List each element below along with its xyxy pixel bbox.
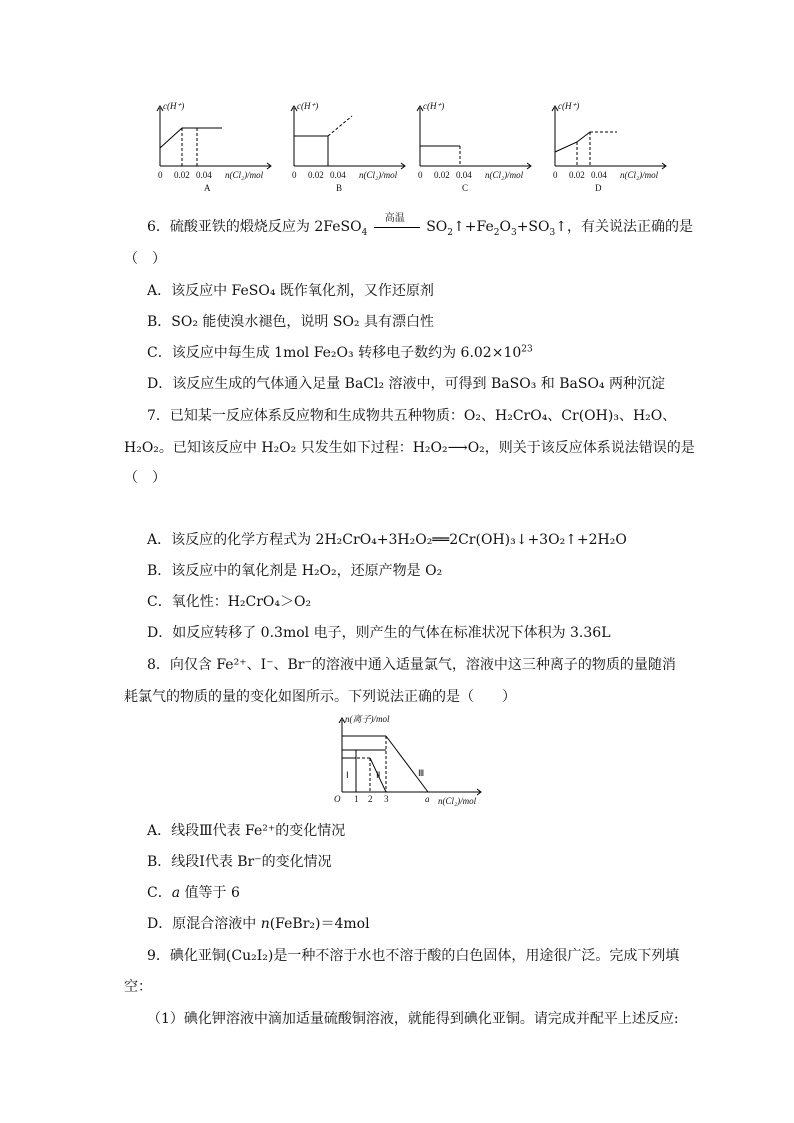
q9-line2: 空： <box>124 979 152 995</box>
high-temp-condition: 高温 <box>372 218 422 236</box>
q8-option-b: B．线段Ⅰ代表 Br⁻的变化情况 <box>147 854 332 870</box>
q7-option-a: A．该反应的化学方程式为 2H₂CrO₄+3H₂O₂══2Cr(OH)₃↓+3O₂↑+2H₂O <box>147 532 627 548</box>
graph-d-tick-0: 0 <box>553 170 558 180</box>
q6-option-a: A．该反应中 FeSO₄ 既作氧化剂，又作还原剂 <box>147 283 434 299</box>
q6-option-c: C．该反应中每生成 1mol Fe₂O₃ 转移电子数约为 $6.02\times 10^{23}$ <box>147 344 533 361</box>
q7-option-c: C．氧化性：H₂CrO₄＞O₂ <box>147 594 312 610</box>
graph-c-ylabel: c(H⁺) <box>423 101 445 111</box>
q8-xlabel: n(Cl₂)/mol <box>438 796 477 806</box>
graph-c-tick-0: 0 <box>418 170 423 180</box>
graph-b-ylabel: c(H⁺) <box>297 101 319 111</box>
graph-d-ylabel: c(H⁺) <box>558 101 580 111</box>
q8-option-c: C．a 值等于 6 <box>147 885 240 901</box>
graph-c <box>410 98 540 198</box>
q6-stem: 6．硫酸亚铁的煅烧反应为 2FeSO$_4$ 高温 $SO_2↑+Fe_2O_3+SO_3↑$，有关说法正确的是 <box>147 213 693 238</box>
graph-a-xlabel: n(Cl₂)/mol <box>225 170 264 180</box>
graph-b-tick-1: 0.02 <box>308 170 324 180</box>
graph-d-tick-1: 0.02 <box>569 170 585 180</box>
graph-b-xlabel: n(Cl₂)/mol <box>359 170 398 180</box>
graph-b <box>284 98 414 198</box>
q9-line3: （1）碘化钾溶液中滴加适量硫酸铜溶液，就能得到碘化亚铜。请完成并配平上述反应: <box>147 1011 679 1027</box>
q8-tick-3: 3 <box>384 794 389 804</box>
q8-graph <box>330 712 500 812</box>
q6-paren: （ ） <box>124 251 166 267</box>
graph-a-tick-0: 0 <box>158 170 163 180</box>
q8-seg-label-3: Ⅲ <box>418 768 425 778</box>
graph-a-tick-2: 0.04 <box>196 170 212 180</box>
graph-b-tick-0: 0 <box>292 170 297 180</box>
q8-option-d: D．原混合溶液中 n(FeBr₂)＝4mol <box>147 916 370 932</box>
graph-d-xlabel: n(Cl₂)/mol <box>620 170 659 180</box>
graph-a <box>150 98 280 198</box>
q7-option-d: D．如反应转移了 0.3mol 电子，则产生的气体在标准状况下体积为 3.36L <box>147 625 611 641</box>
q8-line1: 8．向仅含 Fe²⁺、I⁻、Br⁻的溶液中通入适量氯气，溶液中这三种离子的物质的量随消 <box>147 657 676 673</box>
q7-paren: （ ） <box>124 470 166 486</box>
graph-d <box>545 98 675 198</box>
q8-seg-label-2: Ⅱ <box>376 770 381 780</box>
graph-c-tick-2: 0.04 <box>456 170 472 180</box>
q8-origin: O <box>334 794 341 804</box>
q8-tick-a: a <box>425 794 430 804</box>
graph-a-tick-1: 0.02 <box>174 170 190 180</box>
graph-d-tick-2: 0.04 <box>591 170 607 180</box>
q8-option-a: A．线段Ⅲ代表 Fe²⁺的变化情况 <box>147 823 346 839</box>
q8-ylabel: n(离子)/mol <box>345 714 390 724</box>
graph-b-letter: B <box>336 183 343 193</box>
q8-tick-1: 1 <box>354 794 359 804</box>
q7-line1: 7．已知某一反应体系反应物和生成物共五种物质：O₂、H₂CrO₄、Cr(OH)₃、H₂O、 <box>147 408 677 424</box>
graph-c-letter: C <box>462 183 469 193</box>
q6-option-b: B．SO₂ 能使溴水褪色，说明 SO₂ 具有漂白性 <box>147 314 434 330</box>
q9-line1: 9．碘化亚铜(Cu₂I₂)是一种不溶于水也不溶于酸的白色固体，用途很广泛。完成下列填 <box>147 948 680 964</box>
graph-a-ylabel: c(H⁺) <box>163 101 185 111</box>
q8-seg-label-1: Ⅰ <box>346 770 349 780</box>
graph-c-xlabel: n(Cl₂)/mol <box>485 170 524 180</box>
graph-a-letter: A <box>204 183 211 193</box>
q7-option-b: B．该反应中的氧化剂是 H₂O₂，还原产物是 O₂ <box>147 563 443 579</box>
q8-line2: 耗氯气的物质的量的变化如图所示。下列说法正确的是（ ） <box>124 689 516 705</box>
q6-option-d: D．该反应生成的气体通入足量 BaCl₂ 溶液中，可得到 BaSO₃ 和 BaSO₄ 两种沉淀 <box>147 376 665 392</box>
graph-c-tick-1: 0.02 <box>434 170 450 180</box>
graph-b-tick-2: 0.04 <box>330 170 346 180</box>
q8-tick-2: 2 <box>368 794 373 804</box>
graph-d-letter: D <box>595 183 602 193</box>
q7-line2: H₂O₂。已知该反应中 H₂O₂ 只发生如下过程：H₂O₂⟶O₂，则关于该反应体系说法错误的是 <box>124 440 695 456</box>
